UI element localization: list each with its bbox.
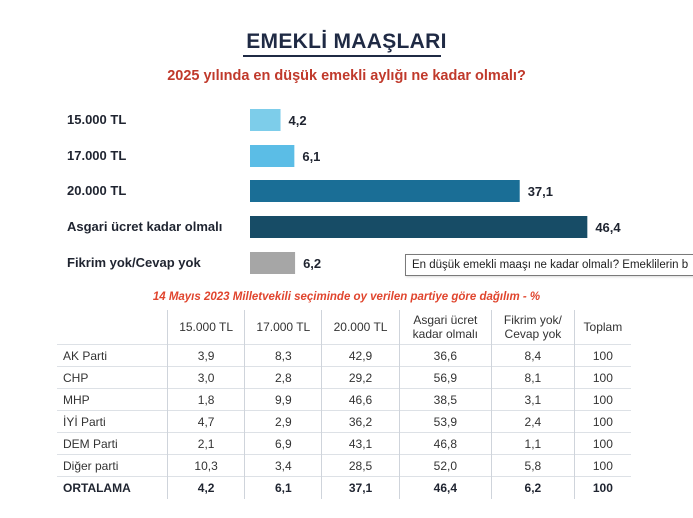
table-row — [57, 345, 631, 367]
table-cell: 56,9 — [399, 367, 491, 389]
bar-asgari — [250, 216, 587, 238]
category-label-17000: 17.000 TL — [67, 148, 127, 163]
table-cell: 100 — [574, 411, 631, 433]
table-header-row — [57, 310, 631, 345]
category-label-20000: 20.000 TL — [67, 183, 127, 198]
table-cell: 52,0 — [399, 455, 491, 477]
table-cell: 8,4 — [492, 345, 575, 367]
table-header-20000: 20.000 TL — [322, 310, 399, 345]
table-header-party — [57, 310, 168, 345]
bar-15000 — [250, 109, 281, 131]
table-cell: 29,2 — [322, 367, 399, 389]
page-title: EMEKLİ MAAŞLARI — [246, 30, 447, 53]
table-row — [57, 455, 631, 477]
table-cell: 5,8 — [492, 455, 575, 477]
table-caption: 14 Mayıs 2023 Milletvekili seçiminde oy verilen partiye göre dağılım - % — [152, 291, 541, 303]
table-cell: 6,2 — [492, 477, 575, 500]
table-cell: 1,1 — [492, 433, 575, 455]
table-cell: 3,4 — [245, 455, 322, 477]
table-cell: 53,9 — [399, 411, 491, 433]
party-name: MHP — [57, 389, 168, 411]
table-cell: 6,1 — [245, 477, 322, 500]
table-cell: 2,4 — [492, 411, 575, 433]
party-name: ORTALAMA — [57, 477, 168, 500]
table-cell: 43,1 — [322, 433, 399, 455]
table-cell: 4,2 — [168, 477, 245, 500]
bar-value-label: 6,2 — [303, 256, 322, 271]
table-cell: 100 — [574, 477, 631, 500]
table-cell: 36,6 — [399, 345, 491, 367]
table-header-toplam: Toplam — [574, 310, 631, 345]
table-cell: 46,4 — [399, 477, 491, 500]
party-name: İYİ Parti — [57, 411, 168, 433]
table-row — [57, 433, 631, 455]
table-cell: 100 — [574, 345, 631, 367]
table-header-17000: 17.000 TL — [245, 310, 322, 345]
distribution-table — [57, 310, 631, 499]
table-row — [57, 389, 631, 411]
party-name: AK Parti — [57, 345, 168, 367]
table-cell: 38,5 — [399, 389, 491, 411]
table-cell: 46,8 — [399, 433, 491, 455]
table-cell: 100 — [574, 455, 631, 477]
bar-20000 — [250, 180, 520, 202]
table-cell: 8,3 — [245, 345, 322, 367]
table-body — [57, 345, 631, 500]
table-cell: 4,7 — [168, 411, 245, 433]
table-cell: 36,2 — [322, 411, 399, 433]
bar-fikrim-yok — [250, 252, 295, 274]
table-cell: 8,1 — [492, 367, 575, 389]
table-cell: 37,1 — [322, 477, 399, 500]
table-cell: 2,9 — [245, 411, 322, 433]
bar-value-label: 37,1 — [527, 184, 554, 199]
table-row — [57, 411, 631, 433]
table-cell: 3,1 — [492, 389, 575, 411]
table-cell: 3,9 — [168, 345, 245, 367]
table-cell: 1,8 — [168, 389, 245, 411]
table-cell: 2,8 — [245, 367, 322, 389]
table-average-row — [57, 477, 631, 500]
chart-subtitle: 2025 yılında en düşük emekli aylığı ne kadar olmalı? — [167, 68, 526, 84]
table-cell: 46,6 — [322, 389, 399, 411]
bar-value-label: 6,1 — [302, 149, 321, 164]
table-cell: 9,9 — [245, 389, 322, 411]
table-cell: 42,9 — [322, 345, 399, 367]
table-header-asgari: Asgari ücret kadar olmalı — [399, 310, 491, 345]
table-cell: 100 — [574, 367, 631, 389]
bar-17000 — [250, 145, 294, 167]
table-cell: 6,9 — [245, 433, 322, 455]
party-name: CHP — [57, 367, 168, 389]
table-cell: 28,5 — [322, 455, 399, 477]
table-row — [57, 367, 631, 389]
table-cell: 100 — [574, 433, 631, 455]
table-cell: 10,3 — [168, 455, 245, 477]
table-cell: 3,0 — [168, 367, 245, 389]
category-label-fikrim-yok: Fikrim yok/Cevap yok — [67, 255, 201, 270]
table-header-fikrim-yok: Fikrim yok/ Cevap yok — [492, 310, 575, 345]
table-cell: 100 — [574, 389, 631, 411]
category-label-15000: 15.000 TL — [67, 112, 127, 127]
table-cell: 2,1 — [168, 433, 245, 455]
party-name: DEM Parti — [57, 433, 168, 455]
bar-value-label: 46,4 — [595, 220, 621, 235]
table-header-15000: 15.000 TL — [168, 310, 245, 345]
tooltip: En düşük emekli maaşı ne kadar olmalı? Emeklilerin b — [405, 254, 693, 276]
category-label-asgari: Asgari ücret kadar olmalı — [67, 219, 223, 234]
bar-value-label: 4,2 — [288, 113, 307, 128]
party-name: Diğer parti — [57, 455, 168, 477]
